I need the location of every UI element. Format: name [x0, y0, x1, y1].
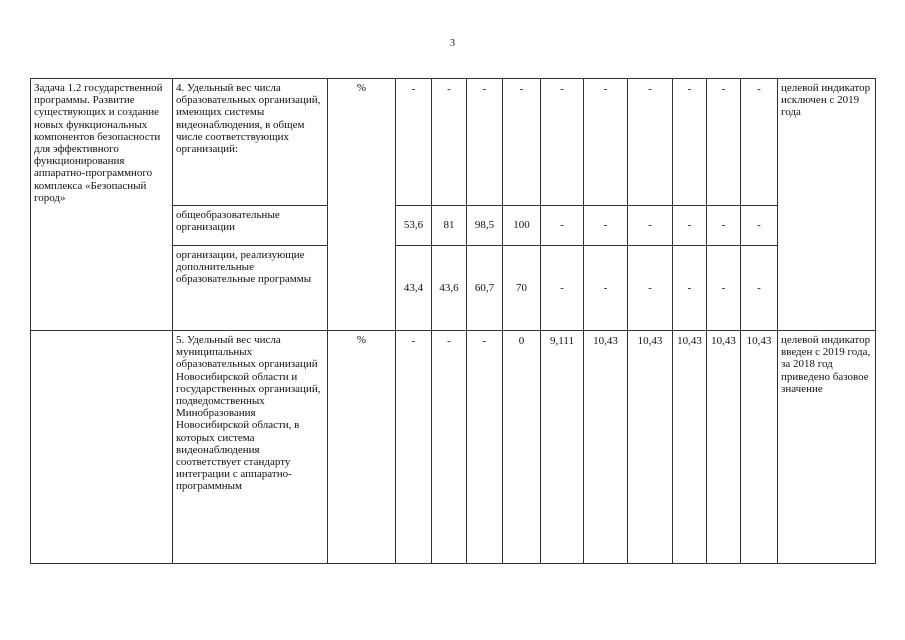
sub-indicator-value: - [673, 246, 707, 331]
indicator-5-title: 5. Удельный вес числа муниципальных образовательных организаций Новосибирской области и государственных организаций, подведомственных Минобразования Новосибирской области, в которых система видеонаблюдения соответствует стандарту интеграции с аппаратно-программным [173, 331, 328, 564]
sub-indicator-value: 43,4 [396, 246, 432, 331]
task-cell-empty [31, 331, 173, 564]
sub-indicator-value: 43,6 [432, 246, 467, 331]
sub-indicator-value: 100 [503, 206, 541, 246]
sub-indicator-value: 70 [503, 246, 541, 331]
indicator-4-value: - [503, 79, 541, 206]
indicator-5-value: 10,43 [707, 331, 741, 564]
sub-indicator-value: - [741, 206, 778, 246]
indicator-4-value: - [432, 79, 467, 206]
sub-indicator-label: организации, реализующие дополнительные образовательные программы [173, 246, 328, 331]
table-row-indicator-4 [31, 79, 876, 206]
sub-indicator-label: общеобразовательные организации [173, 206, 328, 246]
table-row-indicator-5 [31, 331, 876, 564]
indicator-5-value: - [396, 331, 432, 564]
sub-indicator-value: - [541, 206, 584, 246]
indicator-5-value: 10,43 [628, 331, 673, 564]
sub-indicator-value: - [673, 206, 707, 246]
sub-indicator-value: - [741, 246, 778, 331]
indicator-5-value: 0 [503, 331, 541, 564]
sub-indicator-value: - [584, 246, 628, 331]
indicator-5-value: 10,43 [741, 331, 778, 564]
indicator-4-value: - [707, 79, 741, 206]
indicators-table [30, 78, 876, 564]
page-number: 3 [450, 38, 455, 49]
indicator-4-value: - [673, 79, 707, 206]
indicator-5-value: 10,43 [584, 331, 628, 564]
indicator-4-note: целевой индикатор исключен с 2019 года [778, 79, 876, 331]
task-cell: Задача 1.2 государственной программы. Развитие существующих и создание новых функциональных компонентов безопасности для эффективного функционирования аппаратно-программного комплекса «Безопасный город» [31, 79, 173, 331]
indicator-4-value: - [628, 79, 673, 206]
indicator-4-value: - [741, 79, 778, 206]
sub-indicator-value: 53,6 [396, 206, 432, 246]
indicator-5-value: 9,111 [541, 331, 584, 564]
sub-indicator-value: - [541, 246, 584, 331]
sub-indicator-value: 81 [432, 206, 467, 246]
sub-indicator-value: 98,5 [467, 206, 503, 246]
indicator-4-value: - [541, 79, 584, 206]
sub-indicator-value: - [628, 246, 673, 331]
indicator-4-value: - [584, 79, 628, 206]
indicator-4-unit: % [328, 79, 396, 331]
sub-indicator-value: - [707, 206, 741, 246]
sub-indicator-value: 60,7 [467, 246, 503, 331]
sub-indicator-value: - [707, 246, 741, 331]
sub-indicator-value: - [628, 206, 673, 246]
indicator-5-value: 10,43 [673, 331, 707, 564]
indicator-4-title: 4. Удельный вес числа образовательных организаций, имеющих системы видеонаблюдения, в общем числе соответствующих организаций: [173, 79, 328, 206]
indicator-5-note: целевой индикатор введен с 2019 года, за 2018 год приведено базовое значение [778, 331, 876, 564]
indicator-5-unit: % [328, 331, 396, 564]
sub-indicator-value: - [584, 206, 628, 246]
indicator-5-value: - [467, 331, 503, 564]
indicator-4-value: - [396, 79, 432, 206]
indicator-5-value: - [432, 331, 467, 564]
indicator-4-value: - [467, 79, 503, 206]
